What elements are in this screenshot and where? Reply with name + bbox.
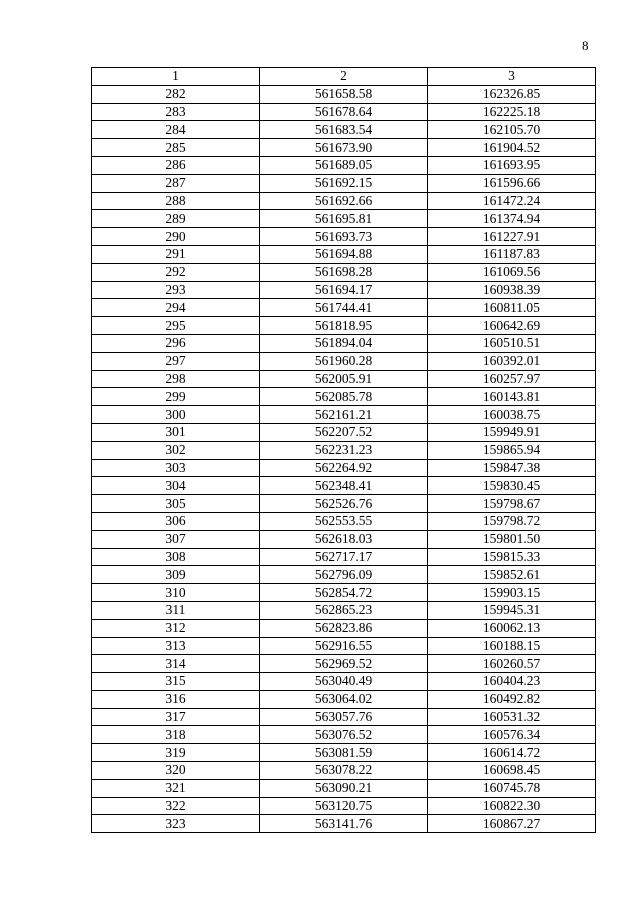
table-row	[92, 228, 596, 246]
table-row	[92, 441, 596, 459]
page-number: 8	[582, 38, 589, 53]
y-coordinate-cell: 159815.33	[428, 548, 596, 566]
table-row	[92, 388, 596, 406]
table-row	[92, 548, 596, 566]
table-row	[92, 423, 596, 441]
table-header-row	[92, 68, 596, 86]
y-coordinate-cell: 159852.61	[428, 566, 596, 584]
point-number-cell: 291	[92, 245, 260, 263]
table-row	[92, 762, 596, 780]
y-coordinate-cell: 161472.24	[428, 192, 596, 210]
y-coordinate-cell: 159903.15	[428, 584, 596, 602]
table-row	[92, 708, 596, 726]
column-header: 1	[92, 68, 260, 86]
table-row	[92, 299, 596, 317]
x-coordinate-cell: 561695.81	[260, 210, 428, 228]
x-coordinate-cell: 561683.54	[260, 121, 428, 139]
table-row	[92, 530, 596, 548]
y-coordinate-cell: 160188.15	[428, 637, 596, 655]
point-number-cell: 302	[92, 441, 260, 459]
table-row	[92, 584, 596, 602]
table-row	[92, 103, 596, 121]
y-coordinate-cell: 160510.51	[428, 334, 596, 352]
table-row	[92, 317, 596, 335]
point-number-cell: 282	[92, 85, 260, 103]
point-number-cell: 311	[92, 601, 260, 619]
point-number-cell: 323	[92, 815, 260, 833]
table-row	[92, 815, 596, 833]
x-coordinate-cell: 562969.52	[260, 655, 428, 673]
y-coordinate-cell: 160062.13	[428, 619, 596, 637]
point-number-cell: 305	[92, 495, 260, 513]
x-coordinate-cell: 562865.23	[260, 601, 428, 619]
x-coordinate-cell: 561693.73	[260, 228, 428, 246]
table-row	[92, 690, 596, 708]
coordinates-table	[91, 67, 596, 833]
point-number-cell: 298	[92, 370, 260, 388]
x-coordinate-cell: 562161.21	[260, 406, 428, 424]
table-row	[92, 495, 596, 513]
x-coordinate-cell: 561960.28	[260, 352, 428, 370]
y-coordinate-cell: 161596.66	[428, 174, 596, 192]
x-coordinate-cell: 561678.64	[260, 103, 428, 121]
point-number-cell: 286	[92, 156, 260, 174]
table-row	[92, 477, 596, 495]
y-coordinate-cell: 160492.82	[428, 690, 596, 708]
point-number-cell: 320	[92, 762, 260, 780]
x-coordinate-cell: 563141.76	[260, 815, 428, 833]
point-number-cell: 308	[92, 548, 260, 566]
table-row	[92, 245, 596, 263]
y-coordinate-cell: 160811.05	[428, 299, 596, 317]
table-row	[92, 85, 596, 103]
x-coordinate-cell: 563040.49	[260, 673, 428, 691]
point-number-cell: 299	[92, 388, 260, 406]
point-number-cell: 301	[92, 423, 260, 441]
table-row	[92, 210, 596, 228]
x-coordinate-cell: 562264.92	[260, 459, 428, 477]
y-coordinate-cell: 160614.72	[428, 744, 596, 762]
table-row	[92, 174, 596, 192]
y-coordinate-cell: 159949.91	[428, 423, 596, 441]
point-number-cell: 283	[92, 103, 260, 121]
column-header: 3	[428, 68, 596, 86]
table-row	[92, 281, 596, 299]
y-coordinate-cell: 159798.72	[428, 512, 596, 530]
point-number-cell: 303	[92, 459, 260, 477]
y-coordinate-cell: 162225.18	[428, 103, 596, 121]
x-coordinate-cell: 563057.76	[260, 708, 428, 726]
y-coordinate-cell: 160392.01	[428, 352, 596, 370]
table-row	[92, 156, 596, 174]
y-coordinate-cell: 159801.50	[428, 530, 596, 548]
point-number-cell: 300	[92, 406, 260, 424]
x-coordinate-cell: 563081.59	[260, 744, 428, 762]
table-body	[92, 85, 596, 832]
y-coordinate-cell: 161069.56	[428, 263, 596, 281]
x-coordinate-cell: 562717.17	[260, 548, 428, 566]
x-coordinate-cell: 561658.58	[260, 85, 428, 103]
point-number-cell: 321	[92, 779, 260, 797]
y-coordinate-cell: 160698.45	[428, 762, 596, 780]
table-row	[92, 406, 596, 424]
y-coordinate-cell: 160404.23	[428, 673, 596, 691]
point-number-cell: 292	[92, 263, 260, 281]
x-coordinate-cell: 561689.05	[260, 156, 428, 174]
point-number-cell: 289	[92, 210, 260, 228]
y-coordinate-cell: 160260.57	[428, 655, 596, 673]
x-coordinate-cell: 561894.04	[260, 334, 428, 352]
x-coordinate-cell: 563078.22	[260, 762, 428, 780]
x-coordinate-cell: 562854.72	[260, 584, 428, 602]
point-number-cell: 306	[92, 512, 260, 530]
y-coordinate-cell: 161374.94	[428, 210, 596, 228]
point-number-cell: 316	[92, 690, 260, 708]
x-coordinate-cell: 563090.21	[260, 779, 428, 797]
y-coordinate-cell: 161693.95	[428, 156, 596, 174]
table-row	[92, 779, 596, 797]
point-number-cell: 309	[92, 566, 260, 584]
point-number-cell: 285	[92, 139, 260, 157]
y-coordinate-cell: 161187.83	[428, 245, 596, 263]
x-coordinate-cell: 561673.90	[260, 139, 428, 157]
point-number-cell: 294	[92, 299, 260, 317]
y-coordinate-cell: 159865.94	[428, 441, 596, 459]
point-number-cell: 318	[92, 726, 260, 744]
y-coordinate-cell: 160745.78	[428, 779, 596, 797]
table-row	[92, 655, 596, 673]
point-number-cell: 319	[92, 744, 260, 762]
table-row	[92, 619, 596, 637]
table-row	[92, 459, 596, 477]
x-coordinate-cell: 562916.55	[260, 637, 428, 655]
point-number-cell: 290	[92, 228, 260, 246]
table-row	[92, 601, 596, 619]
point-number-cell: 322	[92, 797, 260, 815]
column-header: 2	[260, 68, 428, 86]
table-row	[92, 352, 596, 370]
y-coordinate-cell: 160038.75	[428, 406, 596, 424]
table-row	[92, 334, 596, 352]
y-coordinate-cell: 162105.70	[428, 121, 596, 139]
y-coordinate-cell: 162326.85	[428, 85, 596, 103]
point-number-cell: 312	[92, 619, 260, 637]
point-number-cell: 307	[92, 530, 260, 548]
x-coordinate-cell: 561692.66	[260, 192, 428, 210]
table-row	[92, 121, 596, 139]
x-coordinate-cell: 561692.15	[260, 174, 428, 192]
y-coordinate-cell: 161227.91	[428, 228, 596, 246]
point-number-cell: 315	[92, 673, 260, 691]
x-coordinate-cell: 561698.28	[260, 263, 428, 281]
y-coordinate-cell: 160822.30	[428, 797, 596, 815]
table-row	[92, 192, 596, 210]
table-row	[92, 637, 596, 655]
table-row	[92, 263, 596, 281]
point-number-cell: 317	[92, 708, 260, 726]
x-coordinate-cell: 562085.78	[260, 388, 428, 406]
x-coordinate-cell: 561694.17	[260, 281, 428, 299]
x-coordinate-cell: 562526.76	[260, 495, 428, 513]
table-row	[92, 512, 596, 530]
y-coordinate-cell: 160642.69	[428, 317, 596, 335]
x-coordinate-cell: 562618.03	[260, 530, 428, 548]
table-row	[92, 139, 596, 157]
point-number-cell: 296	[92, 334, 260, 352]
table-row	[92, 797, 596, 815]
y-coordinate-cell: 159847.38	[428, 459, 596, 477]
point-number-cell: 295	[92, 317, 260, 335]
table-row	[92, 370, 596, 388]
x-coordinate-cell: 562005.91	[260, 370, 428, 388]
point-number-cell: 310	[92, 584, 260, 602]
x-coordinate-cell: 561744.41	[260, 299, 428, 317]
point-number-cell: 313	[92, 637, 260, 655]
point-number-cell: 304	[92, 477, 260, 495]
y-coordinate-cell: 160257.97	[428, 370, 596, 388]
table-row	[92, 726, 596, 744]
point-number-cell: 284	[92, 121, 260, 139]
point-number-cell: 314	[92, 655, 260, 673]
x-coordinate-cell: 561694.88	[260, 245, 428, 263]
y-coordinate-cell: 160143.81	[428, 388, 596, 406]
x-coordinate-cell: 562231.23	[260, 441, 428, 459]
x-coordinate-cell: 563120.75	[260, 797, 428, 815]
y-coordinate-cell: 159830.45	[428, 477, 596, 495]
x-coordinate-cell: 562553.55	[260, 512, 428, 530]
y-coordinate-cell: 159798.67	[428, 495, 596, 513]
x-coordinate-cell: 562207.52	[260, 423, 428, 441]
point-number-cell: 288	[92, 192, 260, 210]
x-coordinate-cell: 563076.52	[260, 726, 428, 744]
point-number-cell: 293	[92, 281, 260, 299]
x-coordinate-cell: 562348.41	[260, 477, 428, 495]
y-coordinate-cell: 160531.32	[428, 708, 596, 726]
point-number-cell: 297	[92, 352, 260, 370]
point-number-cell: 287	[92, 174, 260, 192]
x-coordinate-cell: 562796.09	[260, 566, 428, 584]
x-coordinate-cell: 563064.02	[260, 690, 428, 708]
table-row	[92, 566, 596, 584]
table-row	[92, 744, 596, 762]
y-coordinate-cell: 161904.52	[428, 139, 596, 157]
table-row	[92, 673, 596, 691]
y-coordinate-cell: 159945.31	[428, 601, 596, 619]
y-coordinate-cell: 160867.27	[428, 815, 596, 833]
x-coordinate-cell: 561818.95	[260, 317, 428, 335]
x-coordinate-cell: 562823.86	[260, 619, 428, 637]
y-coordinate-cell: 160938.39	[428, 281, 596, 299]
y-coordinate-cell: 160576.34	[428, 726, 596, 744]
